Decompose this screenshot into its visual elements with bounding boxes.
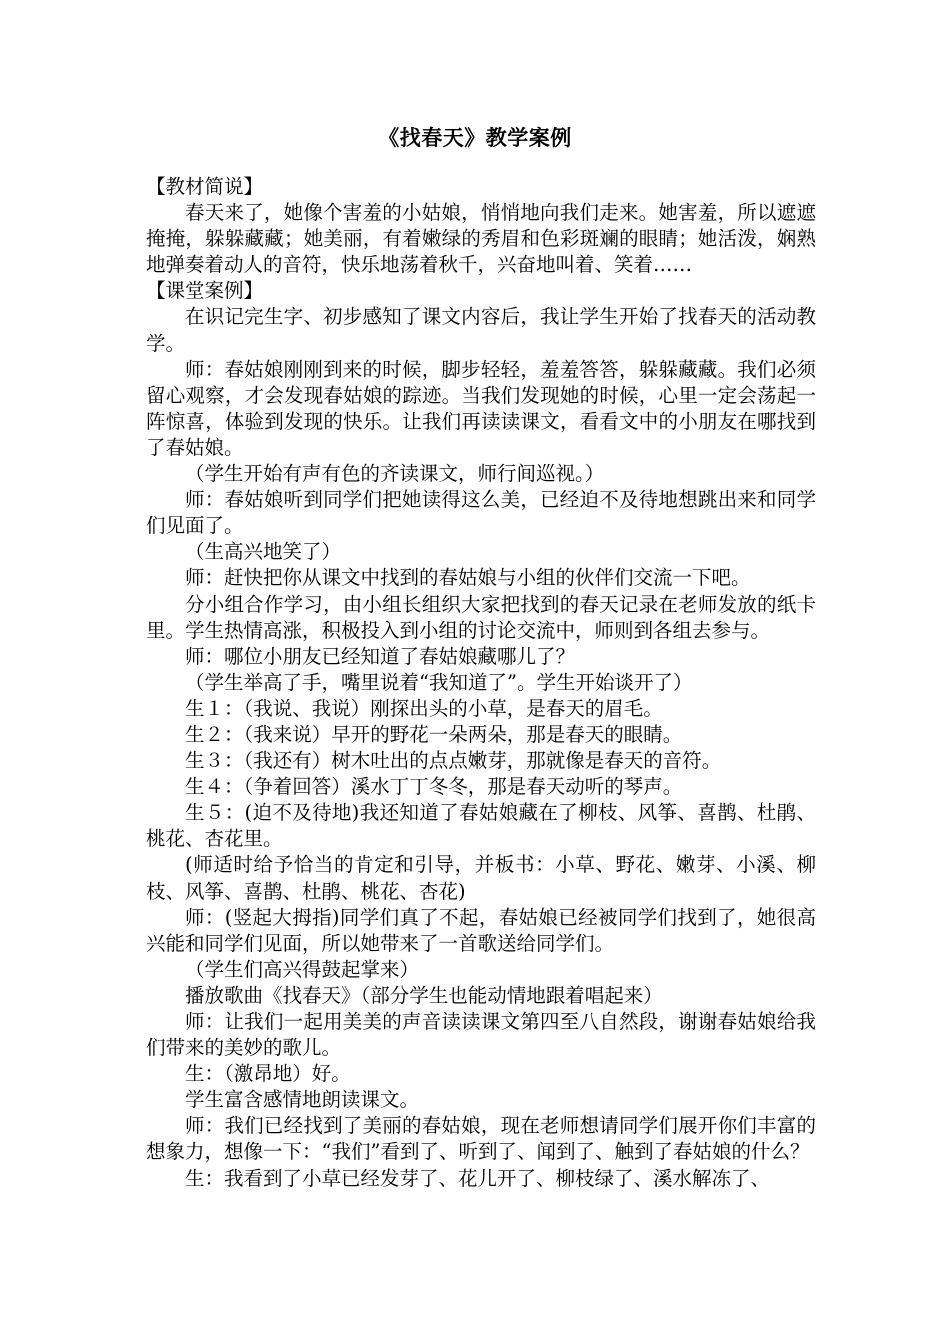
paragraph: 在识记完生字、初步感知了课文内容后，我让学生开始了找春天的活动教学。 xyxy=(146,305,816,355)
document-body xyxy=(146,174,816,1192)
paragraph: （学生开始有声有色的齐读课文，师行间巡视。） xyxy=(185,462,605,486)
section-heading: 【课堂案例】 xyxy=(146,279,264,303)
paragraph: 师：让我们一起用美美的声音读读课文第四至八自然段，谢谢春姑娘给我们带来的美妙的歌儿。 xyxy=(146,1010,816,1060)
paragraph: 生４：（争着回答）溪水丁丁冬冬，那是春天动听的琴声。 xyxy=(185,775,683,799)
paragraph: 春天来了，她像个害羞的小姑娘，悄悄地向我们走来。她害羞，所以遮遮掩掩，躲躲藏藏；她美丽，有着嫩绿的秀眉和色彩斑斓的眼睛；她活泼，娴熟地弹奏着动人的音符，快乐地荡着秋千，兴奋地叫着、笑着…… xyxy=(146,201,816,277)
paragraph: 师：春姑娘刚刚到来的时候，脚步轻轻，羞羞答答，躲躲藏藏。我们必须留心观察，才会发现春姑娘的踪迹。当我们发现她的时候，心里一定会荡起一阵惊喜，体验到发现的快乐。让我们再读读课文，看看文中的小朋友在哪找到了春姑娘。 xyxy=(146,357,816,459)
paragraph: （生高兴地笑了） xyxy=(185,540,342,564)
paragraph: 分小组合作学习，由小组长组织大家把找到的春天记录在老师发放的纸卡里。学生热情高涨，积极投入到小组的讨论交流中，师则到各组去参与。 xyxy=(146,592,816,642)
paragraph: 学生富含感情地朗读课文。 xyxy=(185,1088,420,1112)
paragraph: 生：我看到了小草已经发芽了、花儿开了、柳枝绿了、溪水解冻了、 xyxy=(185,1166,771,1190)
paragraph: 师：我们已经找到了美丽的春姑娘，现在老师想请同学们展开你们丰富的想象力，想像一下：“我们”看到了、听到了、闻到了、触到了春姑娘的什么？ xyxy=(146,1114,816,1164)
paragraph: 师：哪位小朋友已经知道了春姑娘藏哪儿了？ xyxy=(185,644,576,668)
paragraph: 生１：（我说、我说）刚探出头的小草，是春天的眉毛。 xyxy=(185,696,663,720)
paragraph: （学生举高了手，嘴里说着“我知道了”。学生开始谈开了） xyxy=(185,670,693,694)
paragraph: 生２：（我来说）早开的野花一朵两朵，那是春天的眼睛。 xyxy=(185,722,683,746)
paragraph: 播放歌曲《找春天》（部分学生也能动情地跟着唱起来） xyxy=(185,983,663,1007)
paragraph: （学生们高兴得鼓起掌来） xyxy=(185,957,420,981)
paragraph: 生３：（我还有）树木吐出的点点嫩芽，那就像是春天的音符。 xyxy=(185,749,722,773)
document-title: 《找春天》教学案例 xyxy=(378,125,572,150)
paragraph: 师：春姑娘听到同学们把她读得这么美，已经迫不及待地想跳出来和同学们见面了。 xyxy=(146,488,816,538)
paragraph: 师：赶快把你从课文中找到的春姑娘与小组的伙伴们交流一下吧。 xyxy=(185,566,751,590)
paragraph: (师适时给予恰当的肯定和引导，并板书：小草、野花、嫩芽、小溪、柳枝、风筝、喜鹊、杜鹃、桃花、杏花) xyxy=(146,853,816,903)
paragraph: 师：(竖起大拇指)同学们真了不起，春姑娘已经被同学们找到了，她很高兴能和同学们见面，所以她带来了一首歌送给同学们。 xyxy=(146,905,816,955)
paragraph: 生５：(迫不及待地)我还知道了春姑娘藏在了柳枝、风筝、喜鹊、杜鹃、桃花、杏花里。 xyxy=(146,801,816,851)
paragraph: 生：（激昂地）好。 xyxy=(185,1062,351,1086)
section-heading: 【教材简说】 xyxy=(146,175,264,198)
